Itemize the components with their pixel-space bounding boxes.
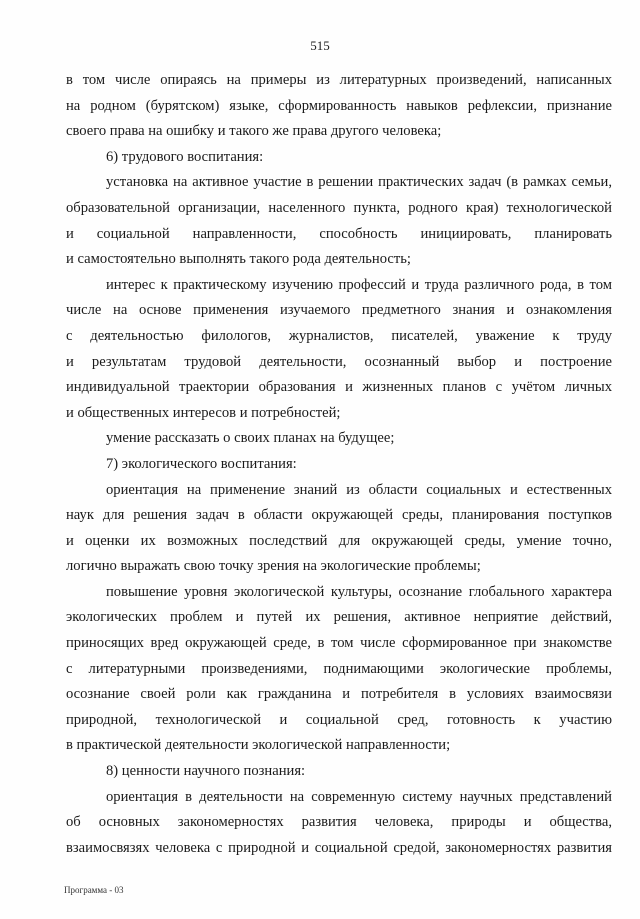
section-heading-science: 8) ценности научного познания: <box>106 763 306 780</box>
text-line: и общественных интересов и потребностей; <box>66 404 341 421</box>
text-line: взаимосвязях человека с природной и социальной средой, закономерностях развития <box>66 839 612 856</box>
text-line: образовательной организации, населенного пункта, родного края) технологической <box>66 199 612 216</box>
text-line: в практической деятельности экологической направленности; <box>66 737 451 754</box>
text-line: интерес к практическому изучению профессий и труда различного рода, в том <box>106 276 612 293</box>
text-line: с литературными произведениями, поднимающими экологические проблемы, <box>66 660 612 677</box>
text-line: логично выражать свою точку зрения на экологические проблемы; <box>66 558 481 575</box>
text-line: на родном (бурятском) языке, сформированность навыков рефлексии, признание <box>66 97 612 114</box>
text-line: в том числе опираясь на примеры из литературных произведений, написанных <box>66 72 612 88</box>
section-heading-ecology: 7) экологического воспитания: <box>106 455 297 472</box>
text-line: и самостоятельно выполнять такого рода деятельность; <box>66 251 411 268</box>
text-line: с деятельностью филологов, журналистов, писателей, уважение к труду <box>66 327 612 344</box>
text-line: и оценки их возможных последствий для окружающей среды, умение точно, <box>66 532 612 549</box>
text-line: наук для решения задач в области окружающей среды, планирования поступков <box>66 507 612 524</box>
text-line: и социальной направленности, способность инициировать, планировать <box>66 225 612 242</box>
text-line: ориентация на применение знаний из области социальных и естественных <box>106 481 612 498</box>
section-heading-labor: 6) трудового воспитания: <box>106 148 264 165</box>
text-line: повышение уровня экологической культуры, осознание глобального характера <box>106 583 612 600</box>
document-body <box>66 68 612 861</box>
text-line: установка на активное участие в решении практических задач (в рамках семьи, <box>106 174 612 191</box>
text-line: приносящих вред окружающей среде, в том числе сформированное при знакомстве <box>66 635 612 652</box>
text-line: об основных закономерностях развития человека, природы и общества, <box>66 814 612 831</box>
text-line: и результатам трудовой деятельности, осознанный выбор и построение <box>66 353 612 370</box>
text-line: числе на основе применения изучаемого предметного знания и ознакомления <box>66 302 612 319</box>
page-number: 515 <box>310 38 330 53</box>
text-line: экологических проблем и путей их решения, активное неприятие действий, <box>66 609 612 626</box>
text-line: природной, технологической и социальной сред, готовность к участию <box>66 711 612 728</box>
text-line: своего права на ошибку и такого же права другого человека; <box>66 123 442 140</box>
text-line: ориентация в деятельности на современную систему научных представлений <box>106 788 612 805</box>
text-line: индивидуальной траектории образования и жизненных планов с учётом личных <box>66 379 612 396</box>
text-line: осознание своей роли как гражданина и потребителя в условиях взаимосвязи <box>66 686 612 703</box>
text-line: умение рассказать о своих планах на будущее; <box>106 430 395 447</box>
page-footer: Программа - 03 <box>64 885 124 895</box>
